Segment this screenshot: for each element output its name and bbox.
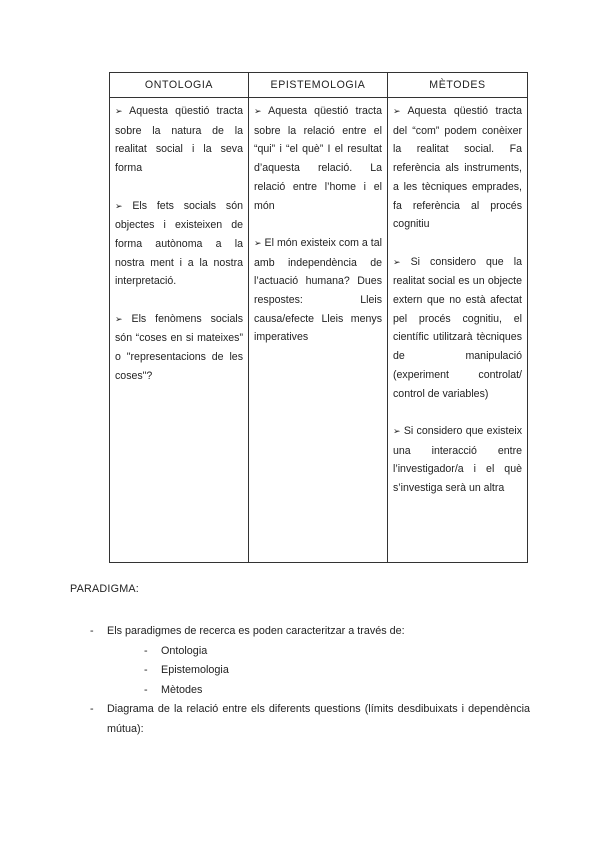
arrow-bullet-icon: ➢	[393, 257, 401, 268]
arrow-bullet-icon: ➢	[393, 107, 401, 117]
metodes-point-2: ➢ Si considero que la realitat social es un objecte extern que no està afectat pel procés cognitiu, el científic utilitzarà tècniques de manipulació (experiment controlat/ control de variables)	[393, 255, 522, 400]
sub-item-metodes: - Mètodes	[144, 681, 530, 701]
diagram-text: Diagrama de la relació entre els diferents questions (límits desdibuixats i dependència mútua):	[107, 703, 530, 735]
list-item-diagram	[90, 700, 530, 739]
dash-bullet: -	[90, 703, 94, 716]
arrow-bullet-icon: ➢	[393, 426, 401, 437]
header-epistemologia: EPISTEMOLOGIA	[249, 73, 388, 98]
ontologia-point-2: ➢ Els fets socials són objectes i existeixen de forma autònoma a la nostra ment i a la nostra interpretació.	[115, 199, 243, 288]
dash-bullet: -	[144, 644, 148, 657]
table-header-row	[110, 73, 528, 98]
paradigm-title: PARADIGMA:	[70, 583, 139, 595]
sub-list	[107, 642, 530, 701]
table-body-row	[110, 98, 528, 563]
metodes-point-3: ➢ Si considero que existeix una interacció entre l’investigador/a i el què s’investiga serà un altra	[393, 424, 522, 495]
arrow-bullet-icon: ➢	[115, 107, 123, 117]
ontologia-point-1: ➢ Aquesta qüestió tracta sobre la natura de la realitat social i la seva forma	[115, 105, 244, 175]
arrow-bullet-icon: ➢	[115, 201, 123, 212]
sub-item-ontologia: - Ontologia	[144, 642, 530, 662]
epistemologia-point-1: ➢ Aquesta qüestió tracta sobre la relació entre el “qui” i “el què” I el resultat d’aquesta relació. La relació entre l’home i el món	[254, 105, 383, 212]
arrow-bullet-icon: ➢	[254, 107, 262, 117]
metodes-cell	[388, 98, 528, 563]
paradigm-table	[109, 72, 528, 563]
dash-bullet: -	[144, 683, 148, 696]
paradigm-list	[90, 622, 530, 740]
dash-bullet: -	[144, 664, 148, 677]
epistemologia-point-2: ➢ El món existeix com a tal amb independència de l’actuació humana? Dues respostes: Lleis causa/efecte Lleis menys imperatives	[254, 236, 382, 344]
arrow-bullet-icon: ➢	[115, 314, 123, 325]
sub-item-epistemologia: - Epistemologia	[144, 661, 530, 681]
ontologia-point-3: ➢ Els fenòmens socials són “coses en si mateixes” o "representacions de les coses"?	[115, 312, 243, 382]
epistemologia-cell	[249, 98, 388, 563]
arrow-bullet-icon: ➢	[254, 238, 262, 249]
ontologia-cell	[110, 98, 249, 563]
header-ontologia: ONTOLOGIA	[110, 73, 249, 98]
metodes-point-1: ➢ Aquesta qüestió tracta del “com” podem conèixer la realitat social. Fa referència als instruments, a les tècniques emprades, fa referència al procés cognitiu	[393, 105, 522, 231]
header-metodes: MÈTODES	[388, 73, 528, 98]
list-item-intro	[90, 622, 530, 700]
dash-bullet: -	[90, 625, 94, 637]
intro-text: Els paradigmes de recerca es poden caracteritzar a través de:	[107, 625, 405, 637]
